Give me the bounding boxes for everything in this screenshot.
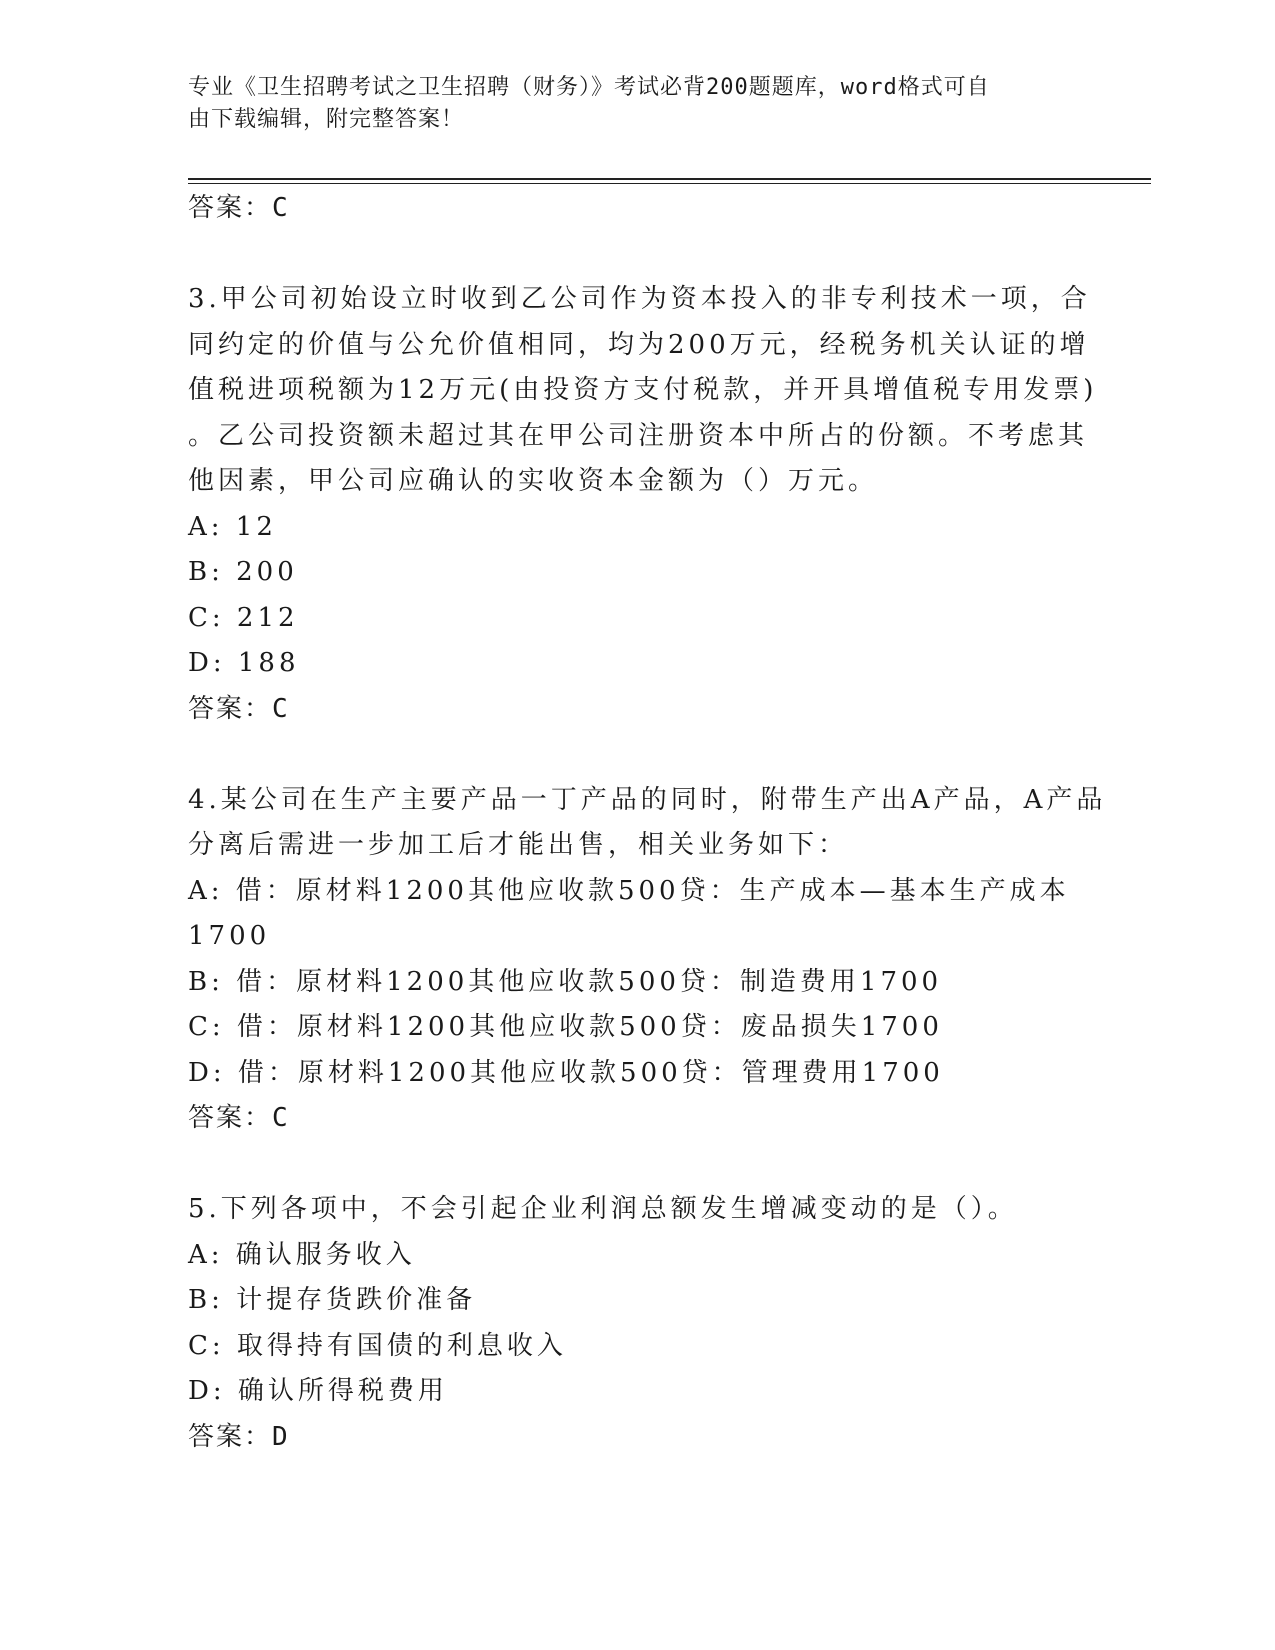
header-line-2: 由下载编辑，附完整答案！: [188, 107, 465, 132]
spacer: [188, 1142, 1088, 1188]
question-3-text-4: 。乙公司投资额未超过其在甲公司注册资本中所占的份额。不考虑其: [188, 420, 1089, 451]
question-4-option-b: B: 借：原材料1200其他应收款500贷：制造费用1700: [188, 966, 943, 997]
question-3-text-2: 同约定的价值与公允价值相同，均为200万元，经税务机关认证的增: [188, 329, 1090, 360]
answer-q4: 答案：C: [188, 1103, 290, 1133]
question-3-text-5: 他因素，甲公司应确认的实收资本金额为（）万元。: [188, 466, 879, 496]
question-3-text-3: 值税进项税额为12万元(由投资方支付税款，并开具增值税专用发票): [188, 375, 1098, 405]
header-line-1: 专业《卫生招聘考试之卫生招聘（财务）》考试必背200题题库，word格式可自: [188, 75, 990, 100]
question-4-option-c: C: 借：原材料1200其他应收款500贷：废品损失1700: [188, 1012, 943, 1042]
question-3-option-d: D: 188: [188, 648, 300, 678]
question-4-option-a: A: 借：原材料1200其他应收款500贷：生产成本—基本生产成本: [188, 875, 1070, 906]
question-5-option-c: C: 取得持有国债的利息收入: [188, 1330, 567, 1361]
answer-q2: 答案：C: [188, 193, 290, 223]
header-rule-thick: [188, 178, 1151, 180]
question-4-text-1: 4.某公司在生产主要产品一丁产品的同时，附带生产出A产品，A产品: [188, 784, 1107, 815]
question-list: [188, 186, 1107, 1460]
question-4: [188, 778, 1107, 1142]
question-5-text-1: 5.下列各项中，不会引起企业利润总额发生增减变动的是（）。: [188, 1194, 1018, 1224]
question-5-option-a: A: 确认服务收入: [188, 1239, 416, 1270]
answer-q3: 答案：C: [188, 693, 290, 724]
spacer: [188, 232, 1088, 278]
question-4-option-a-cont: 1700: [188, 921, 271, 951]
question-3-option-b: B: 200: [188, 557, 298, 587]
question-3-option-a: A: 12: [188, 511, 277, 542]
header-rule-thin: [188, 183, 1151, 184]
question-5-option-b: B: 计提存货跌价准备: [188, 1285, 477, 1315]
question-3-text-1: 3.甲公司初始设立时收到乙公司作为资本投入的非专利技术一项，合: [188, 284, 1091, 314]
answer-q5: 答案：D: [188, 1421, 290, 1452]
question-5-option-d: D: 确认所得税费用: [188, 1376, 448, 1406]
question-5: [188, 1187, 1088, 1460]
page-header: [188, 72, 1068, 136]
question-4-option-d: D: 借：原材料1200其他应收款500贷：管理费用1700: [188, 1057, 944, 1088]
spacer: [188, 732, 1088, 778]
question-3: [188, 277, 1098, 732]
question-3-option-c: C: 212: [188, 602, 299, 633]
question-4-text-2: 分离后需进一步加工后才能出售，相关业务如下：: [188, 830, 849, 860]
